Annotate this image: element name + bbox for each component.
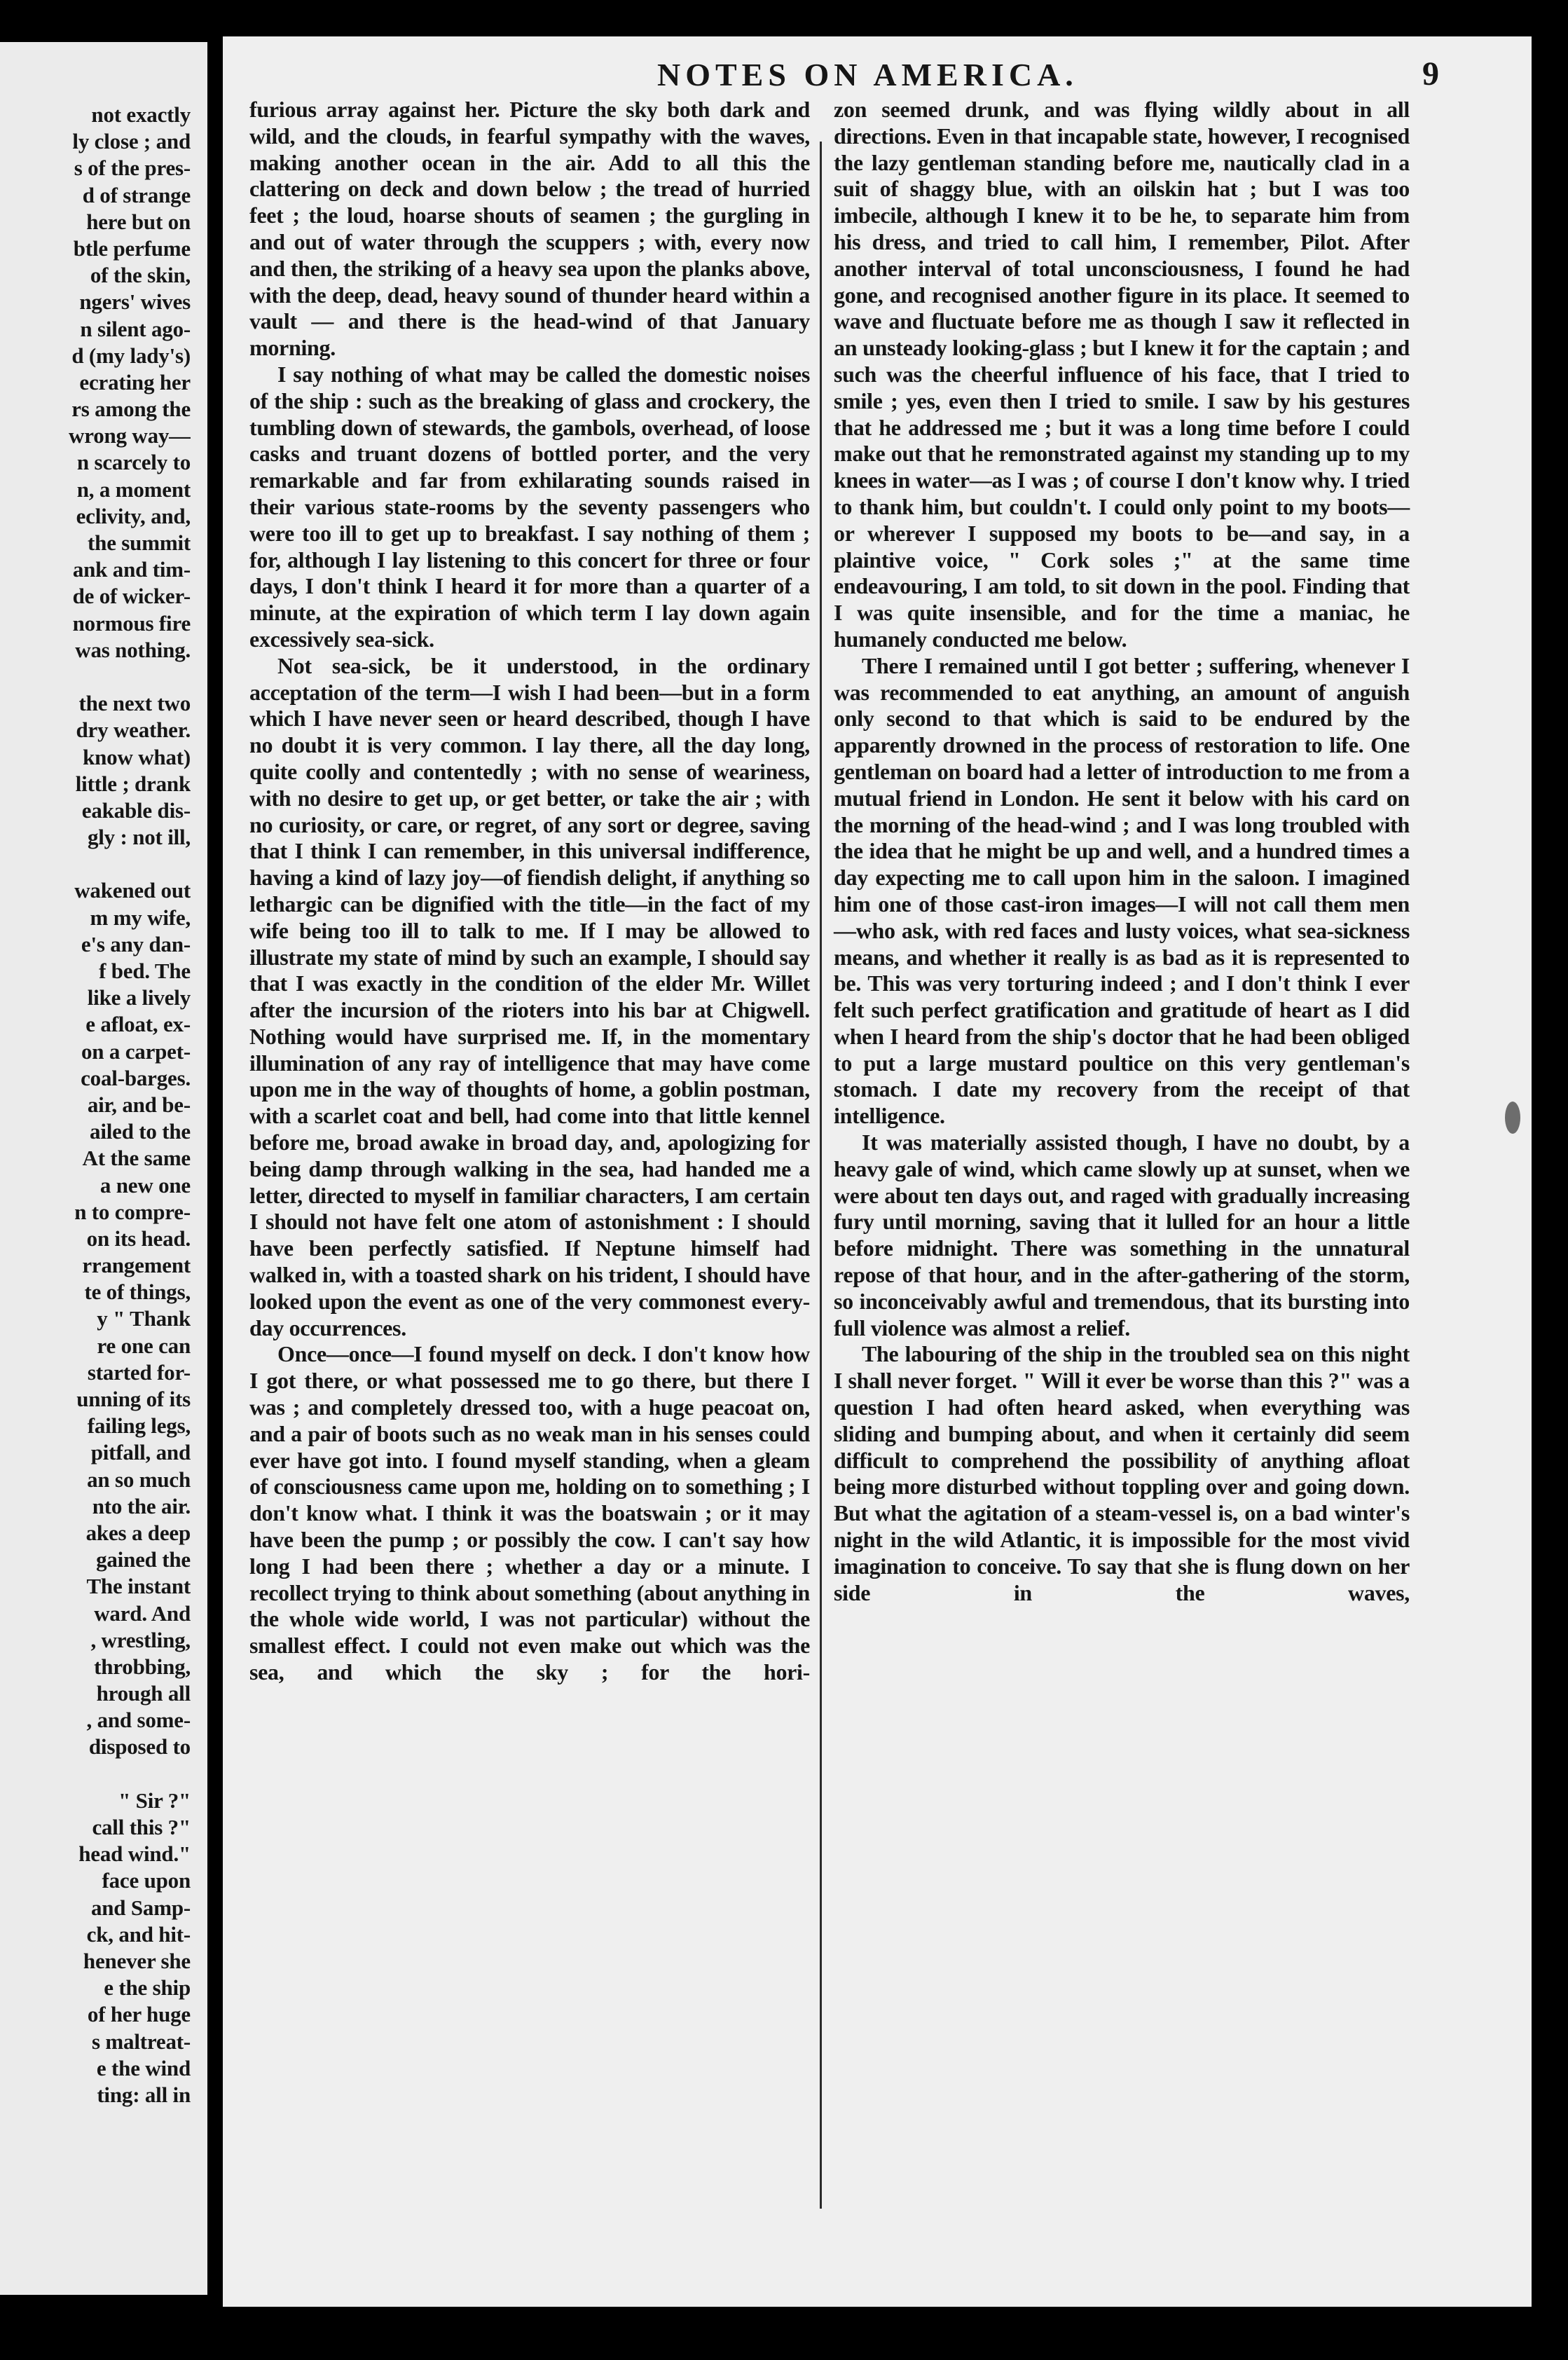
previous-page-line: s maltreat- bbox=[92, 2029, 191, 2054]
previous-page-line: n scarcely to bbox=[76, 450, 191, 475]
previous-page-line: akes a deep bbox=[85, 1520, 191, 1545]
previous-page-line: ank and tim- bbox=[72, 557, 191, 582]
page-number: 9 bbox=[1422, 55, 1439, 92]
previous-page-line: coal-barges. bbox=[81, 1065, 191, 1090]
previous-page-line: failing legs, bbox=[87, 1413, 191, 1439]
previous-page-line: " Sir ?" bbox=[118, 1788, 191, 1813]
running-header bbox=[223, 50, 1532, 100]
previous-page-line: dry weather. bbox=[76, 718, 191, 743]
previous-page-line: te of things, bbox=[84, 1280, 191, 1305]
previous-page-line: henever she bbox=[83, 1948, 191, 1973]
previous-page-line: normous fire bbox=[72, 610, 191, 636]
previous-page-line: an so much bbox=[87, 1467, 191, 1492]
previous-page-line: d of strange bbox=[82, 182, 191, 207]
previous-page-line: The instant bbox=[86, 1574, 191, 1599]
previous-page-line: was nothing. bbox=[75, 637, 191, 662]
previous-page-line: face upon bbox=[102, 1868, 191, 1893]
previous-page-line: hrough all bbox=[96, 1681, 191, 1706]
previous-page-line: unning of its bbox=[76, 1387, 191, 1411]
ink-blot bbox=[1505, 1102, 1520, 1134]
paragraph: Not sea-sick, be it understood, in the ordinary acceptation of the term—I wish I had been—but in a form which I have never seen or heard described, though I have no doubt it is very common. I lay there, all the day long, quite coolly and contentedly ; with no sense of weariness, with no desire to get up, or get better, or take the air ; with no curiosity, or care, or regret, of any sort or degree, saving that I think I can remember, in this universal indifference, having a kind of lazy joy—of fiendish delight, if anything so lethargic can be dignified with the title—in the fact of my wife being too ill to talk to me. If I may be allowed to illustrate my state of mind by such an example, I should say that I was exactly in the condition of the elder Mr. Willet after the incursion of the rioters into his bar at Chigwell. Nothing would have surprised me. If, in the momentary illumination of any ray of intelligence that may have come upon me in the way of thoughts of home, a goblin postman, with a scarlet coat and bell, had come into that little kennel before me, broad awake in broad day, and, apologizing for being damp through walking in the sea, had handed me a letter, directed to myself in familiar characters, I am certain I should not have felt one atom of astonishment : I should have been perfectly satisfied. If Neptune himself had walked in, with a toasted shark on his trident, I should have looked upon the event as one of the very commonest every-day occurrences. bbox=[249, 652, 810, 1340]
previous-page-line: e's any dan- bbox=[81, 931, 191, 956]
previous-page-line: of the skin, bbox=[90, 263, 191, 288]
previous-page-line: f bed. The bbox=[99, 959, 191, 983]
previous-page-line: rrangement bbox=[82, 1253, 191, 1278]
previous-page-line: throbbing, bbox=[94, 1654, 191, 1679]
previous-page-line: a new one bbox=[99, 1172, 191, 1198]
previous-page-line: wakened out bbox=[74, 878, 191, 903]
previous-page-line: At the same bbox=[82, 1146, 191, 1171]
paragraph: The labouring of the ship in the troubled sea on this night I shall never forget. " Will it ever be worse than this ?" was a question I had often heard asked, when everything was sliding and bumping about, and when it certainly did seem difficult to comprehend the possibility of anything afloat being more disturbed without toppling over and going down. But what the agitation of a steam-vessel is, on a bad winter's night in the wild Atlantic, it is impossible for the most vivid imagination to conceive. To say that she is flung down on her side in the waves, bbox=[834, 1341, 1410, 1605]
previous-page-line: little ; drank bbox=[75, 771, 191, 796]
previous-page-line: gained the bbox=[96, 1547, 191, 1572]
previous-page-line: ward. And bbox=[94, 1600, 191, 1626]
previous-page-line: on a carpet- bbox=[81, 1038, 191, 1064]
previous-page-line: and Samp- bbox=[90, 1895, 191, 1920]
previous-page-line: d (my lady's) bbox=[71, 343, 191, 368]
previous-page-line: ailed to the bbox=[90, 1119, 191, 1144]
paragraph: It was materially assisted though, I have no doubt, by a heavy gale of wind, which came slowly up at sunset, when we were about ten days out, and raged with gradually increasing fury until morning, saving that it lulled for an hour a little before midnight. There was something in the unnatural repose of that hour, and in the after-gathering of the storm, so inconceivably awful and tremendous, that its bursting into full violence was almost a relief. bbox=[834, 1130, 1410, 1340]
previous-page-line: ecrating her bbox=[79, 369, 191, 395]
previous-page-line: s of the pres- bbox=[74, 156, 191, 181]
previous-page-line: eclivity, and, bbox=[76, 503, 191, 528]
paragraph: zon seemed drunk, and was flying wildly about in all directions. Even in that incapable state, however, I recognised the lazy gentleman standing before me, nautically clad in a suit of shaggy blue, with an oilskin hat ; but I was too imbecile, although I knew it to be he, to separate him from his dress, and tried to call him, I remember, Pilot. After another interval of total unconsciousness, I found he had gone, and recognised another figure in its place. It seemed to wave and fluctuate before me as though I saw it reflected in an unsteady looking-glass ; but I knew it for the captain ; and such was the cheerful influence of his face, that I tried to smile ; yes, even then I tried to smile. I saw by his gestures that he addressed me ; but it was a long time before I could make out that he remonstrated against my standing up to my knees in water—as I was ; of course I don't know why. I tried to thank him, but couldn't. I could only point to my boots—or wherever I supposed my boots to be—and say, in a plaintive voice, " Cork soles ;" at the same time endeavouring, I am told, to sit down in the pool. Finding that I was quite insensible, and for the time a maniac, he humanely conducted me below. bbox=[834, 97, 1410, 652]
previous-page-line: , and some- bbox=[86, 1708, 191, 1733]
previous-page-line: air, and be- bbox=[87, 1092, 191, 1117]
previous-page-line: y " Thank bbox=[97, 1306, 191, 1331]
previous-page-line: not exactly bbox=[91, 102, 191, 127]
previous-page-line: disposed to bbox=[88, 1734, 191, 1759]
previous-page-line: e the wind bbox=[96, 2055, 191, 2080]
previous-page-line: here but on bbox=[86, 209, 191, 234]
previous-page-line: the next two bbox=[78, 691, 191, 716]
previous-page-line: e the ship bbox=[104, 1975, 191, 2001]
previous-page-line: pitfall, and bbox=[90, 1440, 191, 1465]
previous-page-line: on its head. bbox=[86, 1226, 191, 1251]
previous-page-line: the summit bbox=[88, 530, 191, 555]
previous-page-line: ly close ; and bbox=[72, 129, 191, 154]
previous-page-line: know what) bbox=[83, 744, 191, 769]
previous-page-line bbox=[1, 664, 191, 690]
previous-page-line: of her huge bbox=[87, 2002, 191, 2027]
previous-page-line: gly : not ill, bbox=[87, 825, 191, 850]
previous-page-column bbox=[1, 102, 191, 2108]
previous-page-line: call this ?" bbox=[92, 1815, 191, 1839]
running-title: NOTES ON AMERICA. bbox=[657, 57, 1078, 92]
previous-page-line: n to compre- bbox=[74, 1199, 191, 1224]
text-column-right bbox=[834, 97, 1410, 1606]
previous-page-line: m my wife, bbox=[90, 905, 191, 930]
paragraph: I say nothing of what may be called the domestic noises of the ship : such as the breaking of glass and crockery, the tumbling down of stewards, the gambols, overhead, of loose casks and truant dozens of bottled porter, and the very remarkable and far from exhilarating sounds raised in their various state-rooms by the seventy passengers who were too ill to get up to breakfast. I say nothing of them ; for, although I lay listening to this concert for three or four days, I don't think I heard it for more than a quarter of a minute, at the expiration of which term I lay down again excessively sea-sick. bbox=[249, 361, 810, 652]
previous-page-line bbox=[1, 1761, 191, 1788]
previous-page-line: eakable dis- bbox=[81, 797, 191, 823]
previous-page-line: de of wicker- bbox=[72, 584, 191, 609]
previous-page-line: e afloat, ex- bbox=[85, 1012, 191, 1037]
previous-page-fragment bbox=[0, 42, 207, 2295]
paragraph: Once—once—I found myself on deck. I don't know how I got there, or what possessed me to go there, but there I was ; and completely dressed too, with a huge peacoat on, and a pair of boots such as no weak man in his senses could ever have got into. I found myself standing, when a gleam of consciousness came upon me, holding on to something ; I don't know what. I think it was the boatswain ; or it may have been the pump ; or possibly the cow. I can't say how long I had been there ; whether a day or a minute. I recollect trying to think about something (about anything in the whole wide world, I was not particular) without the smallest effect. I could not even make out which was the sea, and which the sky ; for the hori- bbox=[249, 1341, 810, 1685]
previous-page-line: started for- bbox=[87, 1359, 191, 1385]
previous-page-line: head wind." bbox=[78, 1841, 191, 1867]
previous-page-line: , wrestling, bbox=[90, 1627, 191, 1652]
previous-page-line: n silent ago- bbox=[80, 316, 191, 341]
previous-page-line: ck, and hit- bbox=[86, 1921, 191, 1947]
previous-page-line bbox=[1, 851, 191, 877]
previous-page-line: btle perfume bbox=[73, 235, 191, 261]
previous-page-line: like a lively bbox=[87, 985, 191, 1010]
paragraph: There I remained until I got better ; suffering, whenever I was recommended to eat anything, an amount of anguish only second to that which is said to be endured by the apparently drowned in the process of restoration to life. One gentleman on board had a letter of introduction to me from a mutual friend in London. He sent it below with his card on the morning of the head-wind ; and I was long troubled with the idea that he might be up and well, and a hundred times a day expecting me to call upon him in the saloon. I imagined him one of those cast-iron images—I will not call them men—who ask, with red faces and lusty voices, what sea-sickness means, and whether it really is as bad as it is represented to be. This was very torturing indeed ; and I don't think I ever felt such perfect gratification and gratitude of heart as I did when I heard from the ship's doctor that he had been obliged to put a large mustard poultice on this very gentleman's stomach. I date my recovery from the receipt of that intelligence. bbox=[834, 652, 1410, 1129]
column-rule bbox=[820, 142, 822, 2209]
previous-page-line: re one can bbox=[97, 1333, 191, 1358]
previous-page-line: rs among the bbox=[71, 397, 191, 422]
book-page bbox=[223, 36, 1532, 2307]
paragraph: furious array against her. Picture the sky both dark and wild, and the clouds, in fearful sympathy with the waves, making another ocean in the air. Add to all this the clattering on deck and down below ; the tread of hurried feet ; the loud, hoarse shouts of seamen ; the gurgling in and out of water through the scuppers ; with, every now and then, the striking of a heavy sea upon the planks above, with the deep, dead, heavy sound of thunder heard within a vault — and there is the head-wind of that January morning. bbox=[249, 97, 810, 361]
previous-page-line: nto the air. bbox=[92, 1493, 191, 1518]
previous-page-line: ting: all in bbox=[97, 2082, 191, 2107]
previous-page-line: wrong way— bbox=[69, 423, 191, 448]
text-column-left bbox=[249, 97, 810, 1686]
previous-page-line: n, a moment bbox=[76, 476, 191, 502]
previous-page-line: ngers' wives bbox=[79, 289, 191, 315]
